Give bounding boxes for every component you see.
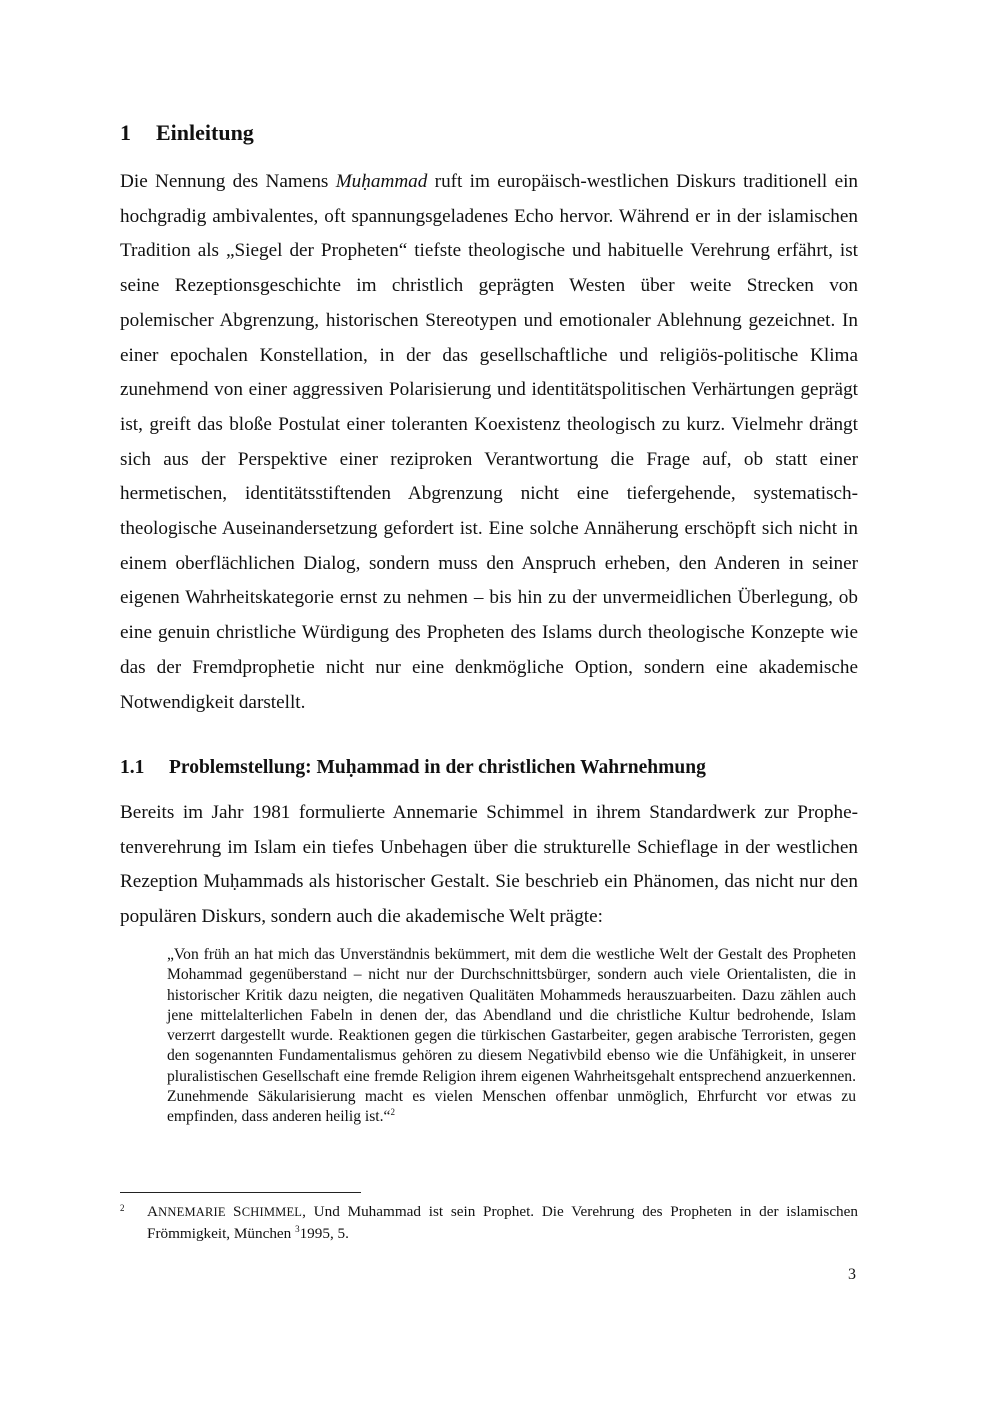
chapter-heading bbox=[120, 118, 254, 148]
schimmel-quote bbox=[167, 945, 856, 1128]
problem-paragraph: Bereits im Jahr 1981 formulierte Annemarie Schimmel in ihrem Standardwerk zur Prophetenverehrung im Islam ein tiefes Unbehagen über die strukturelle Schieflage in der westlichen Rezeption Muḥammads als historischer Gestalt. Sie beschrieb ein Phänomen, das nicht nur den populären Diskurs, sondern auch die akademische Welt prägte: bbox=[120, 802, 858, 928]
chapter-title: Einleitung bbox=[156, 120, 254, 145]
section-title: Problemstellung: Muḥammad in der christlichen Wahrnehmung bbox=[169, 757, 706, 778]
section-number: 1.1 bbox=[120, 757, 145, 778]
intro-text-start: Die Nennung des Namens bbox=[120, 171, 336, 192]
quote-text: „Von früh an hat mich das Unverständnis bekümmert, mit dem die westliche Welt der Gestalt des Propheten Mohammad gegenüberstand – nicht nur der Durchschnittsbürger, sondern auch viele Orientalisten, die in historischer Kritik dazu neigten, die negativen Qualitäten Mohammeds herauszuarbeiten. Dazu zählen auch jene mittelalterlichen Fabeln in denen der, das Abendland und die christliche Kultur bedrohende, Islam verzerrt dargestellt wurde. Reaktionen gegen die türkischen Gastarbeiter, gegen arabische Terroristen, gegen den sogenannten Fundamentalismus gehören zu diesem Negativbild ebenso wie die Unfähigkeit, in unserer pluralistischen Gesellschaft eine fremde Religion ihrem eigenen Wahrheitsgehalt entsprechend anzuerkennen. Zunehmende Säkularisierung macht es vielen Menschen offenbar unmöglich, Ehrfurcht vor etwas zu empfinden, dass anderen heilig ist.“ bbox=[167, 946, 856, 1126]
footnote-text bbox=[147, 1201, 858, 1244]
footnote-edition: 3 bbox=[295, 1224, 300, 1234]
intro-text-rest: ruft im europäisch-westlichen Diskurs traditionell ein hochgradig ambivalentes, oft spannungsgeladenes Echo hervor. Während er in der islamischen Tradition als „Siegel der Propheten“ tiefste theologische und habituelle Verehrung erfährt, ist seine Rezeptionsgeschichte im christlich geprägten Westen über weite Strecken von polemischer Abgrenzung, historischen Stereotypen und emotionaler Ablehnung gezeichnet. In einer epochalen Konstellation, in der das gesellschaftliche und religiös-politische Klima zunehmend von einer aggressiven Polarisierung und identitätspolitischen Verhärtungen geprägt ist, greift das bloße Postulat einer toleranten Koexistenz theologisch zu kurz. Vielmehr drängt sich aus der Perspektive einer reziproken Verantwortung die Frage auf, ob statt einer hermetischen, identitätsstiftenden Abgrenzung nicht eine tiefergehende, systematisch-theologische Auseinandersetzung gefordert ist. Eine solche Annäherung erschöpft sich nicht in einem oberflächlichen Dialog, sondern muss den Anspruch erheben, den Anderen in seiner eigenen Wahrheitskategorie ernst zu nehmen – bis hin zu der unvermeidlichen Überlegung, ob eine genuin christliche Würdigung des Propheten des Islams durch theologische Konzepte wie das der Fremdprophetie nicht nur eine denkmögliche Option, sondern eine akademische Notwendigkeit darstellt. bbox=[120, 171, 859, 713]
section-heading bbox=[120, 754, 706, 782]
intro-paragraph bbox=[120, 165, 858, 720]
footnote bbox=[120, 1201, 858, 1244]
document-page bbox=[120, 0, 858, 1414]
footnote-citation-end: 1995, 5. bbox=[299, 1225, 349, 1242]
footnote-author: ANNEMARIE SCHIMMEL bbox=[147, 1203, 303, 1220]
footnote-citation: , Und Muhammad ist sein Prophet. Die Verehrung des Propheten in der islamischen Frömmigkeit, München bbox=[147, 1203, 858, 1242]
footnote-divider bbox=[120, 1192, 361, 1193]
page-number: 3 bbox=[848, 1266, 856, 1283]
chapter-number: 1 bbox=[120, 120, 131, 145]
prophet-name-italic: Muḥammad bbox=[335, 171, 428, 192]
footnote-reference[interactable]: 2 bbox=[390, 1107, 395, 1118]
footnote-mark: 2 bbox=[120, 1203, 125, 1213]
